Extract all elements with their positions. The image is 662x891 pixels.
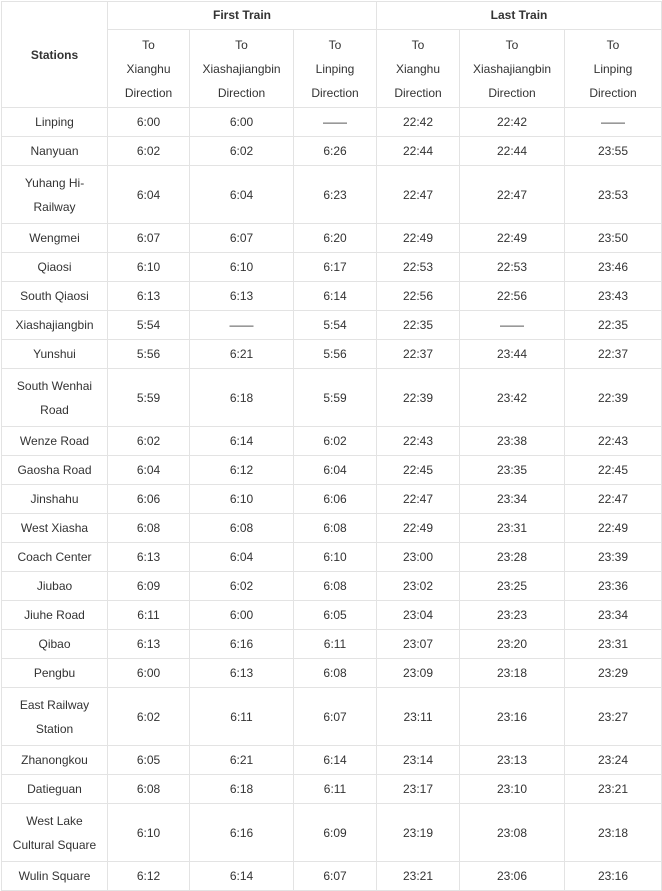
first-train-time-cell: 5:54 xyxy=(294,311,377,340)
first-train-time-cell: 6:11 xyxy=(108,601,190,630)
table-row xyxy=(2,311,662,340)
last-train-time-cell: 22:44 xyxy=(377,137,460,166)
last-train-time-cell: 23:09 xyxy=(377,659,460,688)
first-train-time-cell: 6:05 xyxy=(294,601,377,630)
last-train-time-cell: 23:36 xyxy=(565,572,662,601)
station-name-cell: Zhanongkou xyxy=(2,746,108,775)
last-train-time-cell: 22:47 xyxy=(377,166,460,224)
first-train-time-cell: 6:18 xyxy=(190,775,294,804)
first-train-time-cell: 6:16 xyxy=(190,630,294,659)
first-train-time-cell: 6:00 xyxy=(108,659,190,688)
last-train-time-cell: 23:17 xyxy=(377,775,460,804)
last-train-time-cell: 23:00 xyxy=(377,543,460,572)
table-row xyxy=(2,630,662,659)
last-train-time-cell: 23:35 xyxy=(460,456,565,485)
station-name-cell: Pengbu xyxy=(2,659,108,688)
first-train-time-cell: 6:07 xyxy=(190,224,294,253)
direction-line: Direction xyxy=(124,85,173,100)
first-train-time-cell: 6:09 xyxy=(294,804,377,862)
first-train-time-cell: 6:13 xyxy=(108,282,190,311)
last-train-time-cell: 22:45 xyxy=(565,456,662,485)
last-train-time-cell: 23:43 xyxy=(565,282,662,311)
direction-header xyxy=(108,30,190,108)
first-train-time-cell: 6:21 xyxy=(190,746,294,775)
station-name-cell: Wengmei xyxy=(2,224,108,253)
direction-line: To xyxy=(235,37,248,52)
first-train-time-cell: 6:16 xyxy=(190,804,294,862)
last-train-time-cell: 22:47 xyxy=(565,485,662,514)
table-row xyxy=(2,166,662,224)
last-train-time-cell: 23:31 xyxy=(460,514,565,543)
first-train-time-cell: 5:56 xyxy=(108,340,190,369)
first-train-time-cell: 6:04 xyxy=(294,456,377,485)
stations-header: Stations xyxy=(2,2,108,108)
last-train-time-cell: 22:53 xyxy=(460,253,565,282)
last-train-time-cell: 23:44 xyxy=(460,340,565,369)
station-name-cell: Qibao xyxy=(2,630,108,659)
first-train-time-cell: 6:06 xyxy=(108,485,190,514)
last-train-time-cell: 22:45 xyxy=(377,456,460,485)
first-train-time-cell: 6:07 xyxy=(294,688,377,746)
first-train-time-cell: 5:59 xyxy=(108,369,190,427)
table-row xyxy=(2,746,662,775)
first-train-time-cell: 6:08 xyxy=(294,572,377,601)
table-row xyxy=(2,572,662,601)
table-row xyxy=(2,224,662,253)
last-train-time-cell: 23:07 xyxy=(377,630,460,659)
first-train-time-cell: —— xyxy=(190,311,294,340)
last-train-time-cell: 23:13 xyxy=(460,746,565,775)
last-train-header: Last Train xyxy=(377,2,662,30)
table-row xyxy=(2,253,662,282)
station-name-cell: East Railway Station xyxy=(2,688,108,746)
table-row xyxy=(2,601,662,630)
direction-header xyxy=(190,30,294,108)
last-train-time-cell: 22:39 xyxy=(377,369,460,427)
last-train-time-cell: 23:10 xyxy=(460,775,565,804)
last-train-time-cell: 23:34 xyxy=(565,601,662,630)
first-train-time-cell: 6:10 xyxy=(294,543,377,572)
table-row xyxy=(2,804,662,862)
last-train-time-cell: 23:04 xyxy=(377,601,460,630)
station-name-cell: Datieguan xyxy=(2,775,108,804)
station-name-cell: Jinshahu xyxy=(2,485,108,514)
last-train-time-cell: 22:42 xyxy=(377,108,460,137)
last-train-time-cell: 23:18 xyxy=(565,804,662,862)
first-train-time-cell: 6:07 xyxy=(294,862,377,891)
table-row xyxy=(2,456,662,485)
last-train-time-cell: 23:20 xyxy=(460,630,565,659)
last-train-time-cell: 23:55 xyxy=(565,137,662,166)
first-train-time-cell: 6:08 xyxy=(108,514,190,543)
first-train-time-cell: 6:10 xyxy=(108,804,190,862)
last-train-time-cell: 23:31 xyxy=(565,630,662,659)
first-train-time-cell: 6:13 xyxy=(108,630,190,659)
first-train-time-cell: 6:08 xyxy=(190,514,294,543)
first-train-time-cell: 6:00 xyxy=(190,108,294,137)
first-train-time-cell: 6:06 xyxy=(294,485,377,514)
first-train-time-cell: 6:12 xyxy=(108,862,190,891)
first-train-time-cell: 6:10 xyxy=(190,485,294,514)
first-train-time-cell: 5:56 xyxy=(294,340,377,369)
last-train-time-cell: 23:34 xyxy=(460,485,565,514)
table-row xyxy=(2,862,662,891)
last-train-time-cell: 23:39 xyxy=(565,543,662,572)
first-train-time-cell: 6:10 xyxy=(108,253,190,282)
last-train-time-cell: 23:19 xyxy=(377,804,460,862)
direction-line: Xiashajiangbin xyxy=(472,61,552,76)
station-name-cell: South Wenhai Road xyxy=(2,369,108,427)
last-train-time-cell: 22:37 xyxy=(377,340,460,369)
station-name-cell: Jiubao xyxy=(2,572,108,601)
station-name-cell: Linping xyxy=(2,108,108,137)
last-train-time-cell: 23:06 xyxy=(460,862,565,891)
first-train-time-cell: 6:04 xyxy=(108,166,190,224)
train-timetable xyxy=(1,1,662,891)
first-train-time-cell: 6:09 xyxy=(108,572,190,601)
last-train-time-cell: 23:27 xyxy=(565,688,662,746)
direction-line: Direction xyxy=(394,85,442,100)
last-train-time-cell: 23:53 xyxy=(565,166,662,224)
last-train-time-cell: 23:24 xyxy=(565,746,662,775)
first-train-time-cell: 6:23 xyxy=(294,166,377,224)
last-train-time-cell: 22:43 xyxy=(377,427,460,456)
last-train-time-cell: 23:21 xyxy=(565,775,662,804)
last-train-time-cell: 23:08 xyxy=(460,804,565,862)
last-train-time-cell: —— xyxy=(565,108,662,137)
first-train-time-cell: 6:02 xyxy=(190,137,294,166)
last-train-time-cell: 23:16 xyxy=(460,688,565,746)
first-train-time-cell: 6:18 xyxy=(190,369,294,427)
last-train-time-cell: 22:49 xyxy=(377,224,460,253)
direction-line: To xyxy=(142,37,155,52)
first-train-time-cell: 6:12 xyxy=(190,456,294,485)
first-train-time-cell: 5:54 xyxy=(108,311,190,340)
last-train-time-cell: 22:49 xyxy=(460,224,565,253)
direction-line: Direction xyxy=(488,85,536,100)
station-name-cell: Yuhang Hi-Railway xyxy=(2,166,108,224)
last-train-time-cell: 23:02 xyxy=(377,572,460,601)
last-train-time-cell: 23:28 xyxy=(460,543,565,572)
direction-header xyxy=(460,30,565,108)
table-row xyxy=(2,775,662,804)
first-train-time-cell: 6:02 xyxy=(108,137,190,166)
first-train-time-cell: 6:02 xyxy=(294,427,377,456)
first-train-time-cell: 6:13 xyxy=(190,659,294,688)
first-train-time-cell: 6:04 xyxy=(190,543,294,572)
first-train-time-cell: 6:20 xyxy=(294,224,377,253)
station-name-cell: Gaosha Road xyxy=(2,456,108,485)
last-train-time-cell: —— xyxy=(460,311,565,340)
direction-line: To xyxy=(328,37,342,52)
last-train-time-cell: 22:56 xyxy=(377,282,460,311)
last-train-time-cell: 23:21 xyxy=(377,862,460,891)
first-train-time-cell: 6:11 xyxy=(294,630,377,659)
table-row xyxy=(2,659,662,688)
direction-line: Xianghu xyxy=(395,61,441,76)
first-train-time-cell: 6:14 xyxy=(294,282,377,311)
last-train-time-cell: 22:47 xyxy=(460,166,565,224)
first-train-time-cell: 6:10 xyxy=(190,253,294,282)
direction-line: Xiashajiangbin xyxy=(202,61,281,76)
direction-header xyxy=(294,30,377,108)
first-train-time-cell: 6:04 xyxy=(190,166,294,224)
last-train-time-cell: 23:16 xyxy=(565,862,662,891)
station-name-cell: Yunshui xyxy=(2,340,108,369)
station-name-cell: West Lake Cultural Square xyxy=(2,804,108,862)
first-train-time-cell: 6:26 xyxy=(294,137,377,166)
last-train-time-cell: 23:42 xyxy=(460,369,565,427)
station-name-cell: Jiuhe Road xyxy=(2,601,108,630)
last-train-time-cell: 22:43 xyxy=(565,427,662,456)
last-train-time-cell: 22:47 xyxy=(377,485,460,514)
first-train-time-cell: 6:21 xyxy=(190,340,294,369)
first-train-time-cell: 6:08 xyxy=(294,659,377,688)
last-train-time-cell: 23:29 xyxy=(565,659,662,688)
station-name-cell: Wulin Square xyxy=(2,862,108,891)
station-name-cell: Xiashajiangbin xyxy=(2,311,108,340)
station-name-cell: Nanyuan xyxy=(2,137,108,166)
first-train-time-cell: 6:05 xyxy=(108,746,190,775)
first-train-time-cell: 5:59 xyxy=(294,369,377,427)
last-train-time-cell: 22:53 xyxy=(377,253,460,282)
station-name-cell: Wenze Road xyxy=(2,427,108,456)
first-train-time-cell: 6:11 xyxy=(294,775,377,804)
timetable-header xyxy=(2,2,662,108)
last-train-time-cell: 22:44 xyxy=(460,137,565,166)
direction-header xyxy=(377,30,460,108)
first-train-time-cell: 6:17 xyxy=(294,253,377,282)
table-row xyxy=(2,369,662,427)
station-name-cell: West Xiasha xyxy=(2,514,108,543)
direction-line: To xyxy=(505,37,519,52)
last-train-time-cell: 22:49 xyxy=(377,514,460,543)
last-train-time-cell: 22:37 xyxy=(565,340,662,369)
station-name-cell: Qiaosi xyxy=(2,253,108,282)
last-train-time-cell: 23:50 xyxy=(565,224,662,253)
table-row xyxy=(2,543,662,572)
table-row xyxy=(2,282,662,311)
first-train-time-cell: 6:00 xyxy=(108,108,190,137)
table-row xyxy=(2,485,662,514)
table-row xyxy=(2,137,662,166)
first-train-time-cell: 6:02 xyxy=(190,572,294,601)
table-row xyxy=(2,427,662,456)
first-train-time-cell: 6:13 xyxy=(190,282,294,311)
first-train-time-cell: —— xyxy=(294,108,377,137)
direction-line: Direction xyxy=(217,85,266,100)
table-row xyxy=(2,514,662,543)
first-train-time-cell: 6:02 xyxy=(108,688,190,746)
last-train-time-cell: 23:46 xyxy=(565,253,662,282)
last-train-time-cell: 23:23 xyxy=(460,601,565,630)
first-train-time-cell: 6:14 xyxy=(190,427,294,456)
last-train-time-cell: 23:18 xyxy=(460,659,565,688)
first-train-time-cell: 6:02 xyxy=(108,427,190,456)
last-train-time-cell: 22:39 xyxy=(565,369,662,427)
direction-line: Linping xyxy=(593,61,633,76)
direction-line: Linping xyxy=(315,61,355,76)
first-train-time-cell: 6:00 xyxy=(190,601,294,630)
last-train-time-cell: 22:42 xyxy=(460,108,565,137)
direction-line: To xyxy=(411,37,425,52)
direction-line: Direction xyxy=(589,85,637,100)
station-name-cell: South Qiaosi xyxy=(2,282,108,311)
first-train-time-cell: 6:07 xyxy=(108,224,190,253)
last-train-time-cell: 23:14 xyxy=(377,746,460,775)
direction-header xyxy=(565,30,662,108)
first-train-time-cell: 6:13 xyxy=(108,543,190,572)
last-train-time-cell: 22:35 xyxy=(565,311,662,340)
last-train-time-cell: 22:49 xyxy=(565,514,662,543)
first-train-header: First Train xyxy=(108,2,377,30)
first-train-time-cell: 6:11 xyxy=(190,688,294,746)
table-row xyxy=(2,340,662,369)
direction-line: To xyxy=(606,37,620,52)
first-train-time-cell: 6:04 xyxy=(108,456,190,485)
direction-line: Xianghu xyxy=(126,61,171,76)
first-train-time-cell: 6:08 xyxy=(108,775,190,804)
station-name-cell: Coach Center xyxy=(2,543,108,572)
direction-line: Direction xyxy=(311,85,359,100)
first-train-time-cell: 6:14 xyxy=(294,746,377,775)
last-train-time-cell: 22:35 xyxy=(377,311,460,340)
last-train-time-cell: 22:56 xyxy=(460,282,565,311)
last-train-time-cell: 23:38 xyxy=(460,427,565,456)
first-train-time-cell: 6:14 xyxy=(190,862,294,891)
first-train-time-cell: 6:08 xyxy=(294,514,377,543)
table-row xyxy=(2,108,662,137)
timetable-body xyxy=(2,108,662,891)
table-row xyxy=(2,688,662,746)
last-train-time-cell: 23:25 xyxy=(460,572,565,601)
last-train-time-cell: 23:11 xyxy=(377,688,460,746)
